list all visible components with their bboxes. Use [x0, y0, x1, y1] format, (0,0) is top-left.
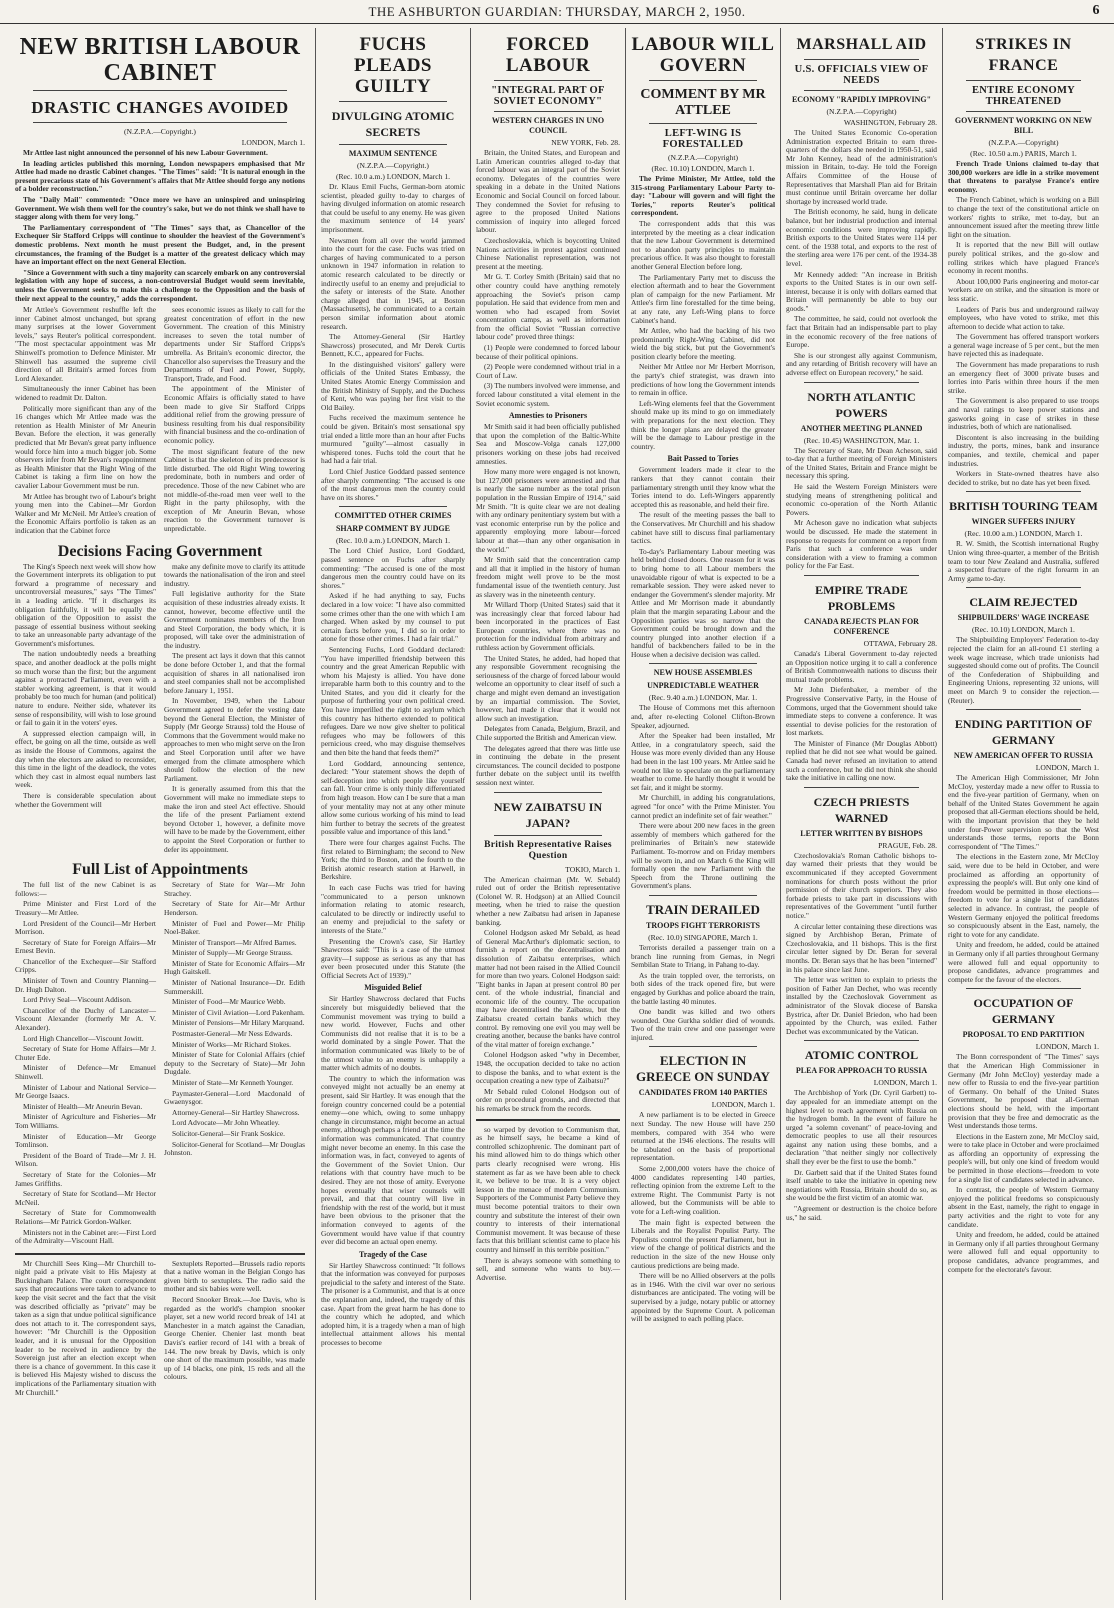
paragraph: Minister of Labour and National Service—Mr George Isaacs. [15, 1082, 156, 1101]
headline-new-house: NEW HOUSE ASSEMBLES [653, 668, 753, 678]
paragraph: The "Daily Mail" commented: "Once more we have an uninspired and uninspiring Government. We wish them well for the country's sake, but we do not think we shall have to stagger along with them for very long." [15, 194, 305, 222]
czech-body [786, 852, 937, 1036]
paragraph: To-day's Parliamentary Labour meeting was held behind closed doors. One reason for it was to bring home to all Labour members the unavoidable rigour of what is expected to be a remarkable session. They were asked never to endanger the Government's slender majority. Mr Attlee and Mr Morrison made it abundantly plain that the margin separating Labour and the Opposition parties was so narrow that the Government could be brought down and the country plunged into another election if a handful of backbenchers failed to be in the House when a decisive decision was called. [631, 546, 775, 659]
column-marshall-aid [780, 28, 942, 1600]
paragraph: Minister of Transport—Mr Alfred Barnes. [172, 937, 297, 947]
paragraph: Sextuplets Reported—Brussels radio reports that a native woman in the Belgian Congo has given birth to sextuplets. The radio said the mother and six babies were well. [164, 1258, 305, 1294]
paragraph: The present act lays it down that this cannot be done before October 1, and that the formal acquisition of shares in all nationalised iron and steel companies shall not be accomplished before January 1, 1951. [164, 651, 305, 695]
column-fuchs [315, 28, 470, 1600]
credit: (N.Z.P.A.—Copyright) [988, 138, 1059, 147]
dateline: (Rec. 10.10) LONDON, March 1. [972, 625, 1075, 635]
paragraph: The Shipbuilding Employers' Federation to-day rejected the claim for an all-round £1 sterling a week wage increase, which trade unionists had suggested should come out of profits. The Council of the Confederation of Shipbuilding and Engineering Unions, representing 32 unions, will meet on March 9 to consider the rejection.—(Reuter). [948, 635, 1099, 705]
headline-zaibatsu: NEW ZAIBATSU IN JAPAN? [493, 799, 603, 830]
paragraph: Sir Hartley Shawcross declared that Fuchs sincerely but misguidedly believed that the Communist movement was trying to build a new world. However, Fuchs and other Communists did not realise that it is to be a world dominated by a single Power. That the information communicated was likely to be of the utmost value to an enemy is unhappily a matter which admits of no doubts. [321, 994, 465, 1073]
paragraph: The House of Commons met this afternoon and, after re-electing Colonel Clifton-Brown Speaker, adjourned. [631, 703, 775, 730]
paragraph: Minister of Food—Mr Maurice Webb. [172, 997, 286, 1007]
page-number: 6 [1092, 3, 1100, 18]
paragraph: Minister of Defence—Mr Emanuel Shinwell. [15, 1063, 156, 1081]
paragraph: The elections in the Eastern zone, Mr McCloy said, were due to be held in October, and were proclaimed as affording an opportunity of expressing the people's will. But only one kind of freedom would be permitted in those elections—freedom to vote for a single list of candidates selected in advance. In contrast, the people of Western Germany enjoyed the political freedoms so conspicuously absent in the East, namely, the right to vote for any candidate. [948, 852, 1099, 939]
paragraph: Mr Attlee, who had the backing of his two predominantly Right-Wing Cabinet, did not wield the big stick, but put the Government's position clearly before the meeting. [631, 326, 775, 361]
subhead-uno-council: WESTERN CHARGES IN UNO COUNCIL [491, 116, 605, 135]
paragraph: Mr Smith said that the concentration camp and all that it implied in the history of human freedom might well prove to be the most fundamental issue of the twentieth century. Just as slavery was in the nineteenth century. [476, 555, 620, 599]
column-labour-cabinet [10, 28, 310, 1600]
dateline: (Rec. 10.10) LONDON, March 1. [651, 164, 755, 173]
paragraph: Minister of Education—Mr George Tomlinson. [15, 1131, 156, 1150]
headline-amnesties: Amnesties to Prisoners [508, 411, 588, 421]
headline-atomic-control: ATOMIC CONTROL [804, 1048, 919, 1063]
paragraph: The Archbishop of York (Dr. Cyril Garbett) to-day appealed for an immediate attempt on the highest level to reach agreement with Russia on the hydrogen bomb. In the event of failure he urged "a solemn covenant" of peace-loving and democratic peoples to use all their resources against any nation using these bombs, and a declaration "that neither singly nor collectively shall they ever be the first to use the bomb." [786, 1088, 937, 1167]
headline-train-derailed: TRAIN DERAILED [646, 901, 760, 917]
masthead-text: THE ASHBURTON GUARDIAN: THURSDAY, MARCH 2, 1950. [368, 3, 746, 19]
labour-lead [631, 175, 775, 218]
subhead-canada-rejects: CANADA REJECTS PLAN FOR CONFERENCE [804, 616, 919, 636]
paragraph: The Bonn correspondent of "The Times" says that the American High Commissioner in Germany (Mr John McCloy) yesterday made a new offer to Russia to end the five-year partition of Germany. On behalf of the United States Government, he proposed that all-German elections should be held, with the important provision that they be free and democratic as the West understands those terms. [948, 1052, 1099, 1131]
paragraph: In leading articles published this morning, London newspapers emphasised that Mr Attlee had made no drastic Cabinet changes. "The Times" said: "It is natural enough in the present precarious state of his Government's affairs that Mr Attlee should forgo any notions of a bolder reconstruction." [15, 158, 305, 194]
paragraph: There will be no Allied observers at the polls as in 1946. With the civil war over no serious disturbances are anticipated. The voting will be supervised by a judge, notary public or attorney appointed by the Supreme Court. A policeman will be assigned to each polling place. [631, 1271, 775, 1324]
paragraph: The Parliamentary Party met to discuss the election aftermath and to hear the Government plan of campaign for the new Parliament. Mr Attlee's firm line forestalled for the time being, at any rate, any Left-Wing plans to force Cabinet's hand. [631, 272, 775, 325]
misguided-belief-body [321, 995, 465, 1246]
paragraph: How many more were engaged is not known, but 127,000 prisoners were amnestied and that is nearly the same number as the total prison population in the Russian Empire of 1914," said Mr Smith. "It is quite clear we are not dealing with any ordinary penitentiary system but with a vast economic enterprise run by the police and apparently employing more labour—forced labour at that—than any other organisation in the world." [476, 467, 620, 554]
credit: (N.Z.P.A.—Copyright.) [124, 127, 196, 136]
article-intro [15, 149, 305, 303]
headline-ending-partition: ENDING PARTITION OF GERMANY [954, 717, 1093, 748]
subhead-max-sentence: MAXIMUM SENTENCE [348, 149, 438, 158]
paragraph: Ministers not in the Cabinet are:—First Lord of the Admiralty—Viscount Hall. [15, 1227, 156, 1246]
paragraph: The result of the meeting passes the ball to the Conservatives. Mr Churchill and his shadow cabinet have still to discuss final parliamentary tactics. [631, 510, 775, 546]
claim-body [948, 636, 1099, 705]
headline-strikes-france: STRIKES IN FRANCE [975, 36, 1072, 74]
paragraph: Secretary of State for War—Mr John Strachey. [164, 880, 305, 898]
paragraph: Minister of Town and Country Planning—Dr. Hugh Dalton. [15, 976, 156, 994]
paragraph: The King's Speech next week will show how the Government interprets its obligation to put forward a programme of necessary and uncontroversial measures," says "The Times" in a leading article. "If it discharges its obligation faithfully, it will be equally the obligation of the Opposition to assist the passage of essential business without seeking to take an unreasonable party advantage of the Government's misfortunes. [15, 561, 156, 648]
dateline: (Rec. 9.40 a.m.) LONDON, Mar. 1. [648, 693, 758, 703]
paragraph: Lord Chief Justice Goddard passed sentence after sharply commenting: "The accused is one of the most dangerous men the country could have on its shores." [321, 467, 465, 502]
paragraph: Presenting the Crown's case, Sir Hartley Shawcross said: "This is a case of the utmost gravity—I suppose as serious as any that has ever been prosecuted under this Statute (the Official Secrets Act of 1939)." [321, 936, 465, 980]
paragraph: The committee, he said, could not overlook the fact that Britain had an indispensable part to play in the economic recovery of the free nations of Europe. [786, 314, 937, 350]
fuchs-continued [476, 1126, 620, 1283]
paragraph: The Government has made preparations to rush an emergency fleet of 3000 private buses and lorries into Paris within three hours if the men strike. [948, 360, 1099, 395]
paragraph: Minister of Pensions—Mr Hilary Marquand. [172, 1018, 305, 1028]
dateline: WASHINGTON, February 28. [843, 118, 937, 127]
paragraph: Full legislative authority for the State acquisition of these industries already exists. It cannot, however, become effective until the Government nominates members of the Iron and Steel Corporation, the body which, it is proposed, will take over the administration of the industry. [164, 589, 305, 650]
paragraph: Sentencing Fuchs, Lord Goddard declared: "You have imperilled friendship between this country and the great American Republic with whom his Majesty is allied. You have done irreparable harm both to this country and to the United States, and you did it clearly for the purpose of furthering your own political creed. You have imperilled the right to asylum which this country has hitherto extended to political refugees. Dare we now give shelter to political refugees who may be followers of this pernicious creed, who may disguise themselves and then bite the hand that feeds them?" [321, 644, 465, 758]
paragraph: Mr Kennedy added: "An increase in British exports to the United States is in our own self-interest, because it is only with dollars earned that Britain will permanently be able to buy our goods." [786, 269, 937, 313]
decisions-body-left [15, 563, 156, 857]
paragraph: Politically more significant than any of the 16 changes which Mr Attlee made was the retention as Health Minister of Mr Aneurin Bevan. Before the election, it was generally predicted that Mr Bevan's great party influence would force him into a much bigger job. Some observers infer from Mr Bevan's reappointment as Health Minister that the Right Wing of the Cabinet is taking a firm line on how the cavalier Labour Government must be run. [15, 403, 156, 490]
paragraph: Unity and freedom, he added, could be attained in Germany only if all parties throughout Germany were allowed full and equal opportunity to propose candidates, advance programmes and compete for the favour of the electors. [948, 940, 1099, 984]
paragraph: Mr Attlee has brought two of Labour's bright young men into the Cabinet—Mr Gordon Walker and Mr McNeil. Mr Attlee's creation of the Economic Affairs portfolio is taken as an indication that the Cabinet force [15, 491, 156, 535]
paragraph: Delegates from Canada, Belgium, Brazil, and Chile supported the British and American view. [476, 724, 620, 742]
paragraph: The Attorney-General (Sir Hartley Shawcross) prosecuted, and Mr Derek Curtis Bennett, K.C., appeared for Fuchs. [321, 332, 465, 359]
column-forced-labour [470, 28, 625, 1600]
paragraph: The appointment of the Minister of Economic Affairs is officially stated to have been made to give Sir Stafford Cripps additional relief from the growing pressure of business resulting from his dual responsibility with financial business and the co-ordination of economic policy. [164, 384, 305, 445]
dateline: (Rec. 10.0 a.m.) LONDON, March 1. [335, 172, 451, 181]
paragraph: After the Speaker had been installed, Mr Attlee, in a congratulatory speech, said the House was more evenly divided than any House had been in the last 100 years. Mr Attlee said he would not like to speculate on the parliamentary weather to come. He hardly thought it would be set fair, and it might be stormy. [631, 731, 775, 792]
subhead-comment-attlee: COMMENT BY MR ATTLEE [640, 87, 766, 118]
article-body-right [164, 306, 305, 537]
paragraph: Minister of National Insurance—Dr. Edith Summerskill. [164, 978, 305, 996]
headline-forced-labour: FORCED LABOUR [505, 34, 591, 76]
paragraph: The British economy, he said, hung in delicate balance, but her industrial production and internal economic conditions were improving rapidly. British exports to the United States were 114 per cent. of the 1938 total, and exports to the rest of the sterling area were 176 per cent. of the 1934-38 level. [786, 207, 937, 268]
column-strikes-france [942, 28, 1104, 1600]
paragraph: He said the Western Foreign Ministers were studying means of strengthening political and economic co-operation of the North Atlantic Powers. [786, 482, 937, 517]
paragraph: Unity and freedom, he added, could be attained in Germany only if all parties throughout Germany were allowed full and equal opportunity to propose candidates, advance programmes, and compete for the electorate's favour. [948, 1230, 1099, 1274]
paragraph: Postmaster-General—Mr Ness Edwards. [172, 1029, 293, 1039]
paragraph: In contrast, the people of Western Germany enjoyed the political freedoms so conspicuously absent in the East, namely, the right to engage in party activities and the right to vote for any candidate. [948, 1185, 1099, 1229]
headline-touring-team: BRITISH TOURING TEAM [949, 499, 1098, 514]
strikes-body [948, 196, 1099, 487]
paragraph: Lord Privy Seal—Viscount Addison. [23, 995, 132, 1005]
headline-tragedy: Tragedy of the Case [358, 1249, 428, 1259]
atomic-body [786, 1089, 937, 1222]
paragraph: Mr Acheson gave no indication what subjects would be discussed. He made the statement in response to requests for comment on a report from Paris that such a conference was under consideration with a view to framing a common policy for the Far East. [786, 518, 937, 571]
paragraph: The United States Economic Co-operation Administration expected Britain to earn three-quarters of the dollars she needed in 1950-51, said Mr John Kenney, head of the administration's mission in Britain, to-day. He told the Foreign Affairs Committee of the House of Representatives that Marshall Plan aid for Britain must continue until Britain overcame her dollar shortage by increased world trade. [786, 128, 937, 206]
paragraph: The main fight is expected between the Liberals and the Royalist Populist Party. The Populists control the present Parliament, but in view of the change of political districts and the reduction in the size of the new House only cautious predictions are being made. [631, 1217, 775, 1270]
paragraph: Minister of Agriculture and Fisheries—Mr Tom Williams. [15, 1112, 156, 1130]
touring-body [948, 540, 1099, 583]
other-crimes-body [321, 547, 465, 980]
paragraph: Colonel Hodgson asked "why in December, 1948, the occupation decided to take no action to dispose the banks, and to what extent is the occupation creating a new type of Zaibatsu?" [476, 1050, 620, 1086]
subhead-left-wing: LEFT-WING IS FORESTALLED [662, 128, 744, 150]
paragraph: The Lord Chief Justice, Lord Goddard, passed sentence on Fuchs after sharply commenting: "The accused is one of the most dangerous men the country could have on its shores." [321, 546, 465, 590]
paragraph: A new parliament is to be elected in Greece next Sunday. The new House will have 250 members, compared with 354 who were returned at the 1946 elections. The results will be tabulated on the basis of proportional representation. [631, 1110, 775, 1163]
occupation-body [948, 1053, 1099, 1274]
headline-bait-passed: Bait Passed to Tories [667, 454, 739, 464]
paragraph: In November, 1949, when the Labour Government agreed to defer the vesting date beyond the General Election, the Minister of Supply (Mr George Strauss) told the House of Commons that the Government would make no approaches to men who might serve on the Iron and Steel Corporation until after we have emerged from the climate atmosphere which should follow the election of the new Parliament. [164, 696, 305, 783]
paragraph: Czechoslovakia, which is boycotting United Nations activities in protest against continued Chinese Nationalist representation, was not present at the meeting. [476, 235, 620, 271]
subhead-atomic-secrets: DIVULGING ATOMIC SECRETS [331, 109, 455, 139]
paragraph: Dr. Garbett said that if the United States found itself unable to take the initiative in opening new negotiations with Russia, Britain should do so, as she would be the first victim of an atomic war. [786, 1167, 937, 1203]
paragraph: There were about 200 new faces in the green assembly of members which gathered for the preliminaries of Britain's new statewide Parliament. To-morrow and on Friday members will be sworn in, and on March 6 the King will formally open the new Parliament with the Speech from the Throne outlining the Government's plans. [631, 821, 775, 891]
headline-appointments: Full List of Appointments [72, 861, 248, 879]
paragraph: Secretary of State for Scotland—Mr Hector McNeil. [15, 1189, 156, 1207]
paragraph: She is our strongest ally against Communism, and any retarding of British recovery will have an adverse effect on European recovery," he said. [786, 350, 937, 378]
paragraph: The nation undoubtedly needs a breathing space, and another deadlock at the polls might so much worse than the first; but the argument against a protracted Parliament, even with a stabler working agreement, is that it would probably be too much for human (and political) nature to endure. Neither side, whatever its sense of responsibility, will wish to lose ground or fail to gain it in the voters' eyes. [15, 649, 156, 728]
headline-other-crimes: COMMITTED OTHER CRIMES [334, 511, 452, 521]
paragraph: Lord President of the Council—Mr Herbert Morrison. [15, 918, 156, 937]
fuchs-body [321, 183, 465, 502]
train-body [631, 944, 775, 1043]
headline-czech-priests: CZECH PRIESTS WARNED [813, 794, 910, 825]
dateline: OTTAWA, February 28. [863, 638, 937, 648]
paragraph: Minister of Health—Mr Aneurin Bevan. [23, 1101, 143, 1111]
strikes-lead [948, 160, 1099, 194]
subhead-winger-injury: WINGER SUFFERS INJURY [971, 517, 1076, 527]
paragraph: Simultaneously the inner Cabinet has been widened to readmit Dr. Dalton. [15, 384, 156, 403]
subhead-us-officials: U.S. OFFICIALS VIEW OF NEEDS [794, 64, 929, 86]
paragraph: A suppressed election campaign will, in effect, be going on all the time, outside as well as inside the House of Commons, against the day when the electors are asked to reconsider, this time in the light of the deadlock, the votes which they cast in almost equal numbers last week. [15, 728, 156, 790]
paragraph: Minister of Works—Mr Richard Stokes. [172, 1039, 291, 1049]
paragraph: One bandit was killed and two others wounded. One Gurkha soldier died of wounds. Two of the train crew and one passenger were injured. [631, 1007, 775, 1042]
paragraph: About 100,000 Paris engineering and motor-car workers are on strike, and the situation is more or less static. [948, 276, 1099, 303]
subhead-shipbuilders: SHIPBUILDERS' WAGE INCREASE [957, 613, 1090, 623]
paragraph: The French Cabinet, which is working on a Bill to change the text of the constitutional article on workers' rights to strike, met to-day, but an announcement issued after the meeting threw little light on the situation. [948, 195, 1099, 239]
paragraph: The country to which the information was conveyed might not actually be an enemy at present, said Sir Hartley. It was enough that the foreign country concerned could be a potential enemy—one which, owing to some unhappy change in circumstance, might become an actual enemy, although perhaps a friend at the time the information was communicated. That country might never become an enemy. In this case the information was, in fact, conveyed to agents of the Government of the Soviet Union. Our relations with that country have much to be desired. They are not those of amity. Everyone hopes eventually that wiser counsels will prevail, and that that country will live in friendship with the rest of the world, but it must have been obvious to the prisoner that the information conveyed to agents of the Government would have value if that country ever did become an actual open enemy. [321, 1073, 465, 1247]
subhead-british-rep: British Representative Raises Question [484, 839, 612, 861]
paragraph: There is always someone with something to sell, and someone who wants to buy.—Advertise. [476, 1255, 620, 1282]
paragraph: so warped by devotion to Communism that, as he himself says, he became a kind of controlled schizophrenic. The dominant part of his mind allowed him to do things which other parts clearly recognised were wrong. His statement as far as we have been able to check it, we believe to be true. It is a very object lesson in the menace of modern Communism. Supporters of the Communist Party believe they must become potential traitors to their own country and substitute the interest of their own country to interests of their international Communist movement. It was because of these facts that this brilliant scientist came to place his country and himself in this terrible position." [476, 1124, 620, 1254]
dateline: (Rec. 10.0 a.m.) LONDON, March 1. [335, 536, 451, 546]
paragraph: The American High Commissioner, Mr John McCloy, yesterday made a new offer to Russia to end the five-year partition of Germany, when on behalf of the United States Government he again proposed that all-German elections should be held, with the important provision that they be held under four-Power supervision so that the West understands those terms, reports the Bonn correspondent of "The Times." [948, 773, 1099, 851]
paragraph: (1) People were condemned to forced labour because of their political opinions. [476, 343, 620, 361]
dateline: (Rec. 10.50 a.m.) PARIS, March 1. [970, 149, 1077, 158]
credit: (N.Z.P.A.—Copyright.) [357, 161, 429, 170]
subhead-economy-threatened: ENTIRE ECONOMY THREATENED [971, 85, 1076, 107]
subhead-new-bill: GOVERNMENT WORKING ON NEW BILL [954, 116, 1093, 135]
paragraph: "Since a Government with such a tiny majority can scarcely embark on any controversial legislation with any hope of success, a non-controversial Budget would seem inevitable, unless the Government seeks to make this a challenge to the Opposition and the basis of their next appeal to the country," adds the correspondent. [15, 267, 305, 303]
paragraph: There is considerable speculation about whether the Government will [15, 790, 156, 809]
headline-labour-will-govern: LABOUR WILL GOVERN [631, 34, 775, 76]
paragraph: Minister of Supply—Mr George Strauss. [172, 948, 293, 958]
subhead-soviet-economy: "INTEGRAL PART OF SOVIET ECONOMY" [491, 85, 605, 107]
subhead-terrorists: TROOPS FIGHT TERRORISTS [646, 920, 760, 930]
column-labour-will-govern [625, 28, 780, 1600]
north-atlantic-body [786, 447, 937, 571]
greece-body [631, 1111, 775, 1323]
paragraph: Britain, the United States, and European and Latin American countries alleged to-day that forced labour was an integral part of the Soviet economy. Delegates of the countries were speaking in a debate in the United Nations Economic and Social Council on forced labour. They condemned the Soviet for refusing to agree to the proposed United Nations commission of inquiry into alleged forced labour. [476, 148, 620, 235]
paragraph: French Trade Unions claimed to-day that 300,000 workers are idle in a strike movement that threatens to paralyse France's entire economy. [948, 159, 1099, 194]
dateline: LONDON, March 1. [1035, 1042, 1099, 1052]
headline-misguided-belief: Misguided Belief [364, 983, 422, 993]
paragraph: Government leaders made it clear to the rankers that they cannot contain their parliamentary strength until they know what the Tories intend to do. Left-Wingers apparently accepted this as reasonable, and held their fire. [631, 465, 775, 509]
dateline: TOKIO, March 1. [565, 864, 620, 874]
headline-labour-cabinet: NEW BRITISH LABOUR CABINET [19, 34, 301, 86]
paragraph: Discontent is also increasing in the building industry, the ports, mines, bank and insurance companies, and textile, chemical and paper industries. [948, 432, 1099, 468]
paragraph: Newsmen from all over the world jammed into the court for the case. Fuchs was tried on charges of having communicated to a person unknown in 1947 information in relation to atomic research calculated to be directly or indirectly useful to an enemy and prejudicial to the safety or interests of the State. Another charge alleged that in 1945, at Boston (Massachusetts), he communicated to a certain person similar information about atomic research. [321, 235, 465, 331]
paragraph: Minister of State for Economic Affairs—Mr Hugh Gaitskell. [164, 958, 305, 977]
dateline: NEW YORK, Feb. 28. [551, 138, 620, 147]
labour-body [631, 220, 775, 451]
churchill-sees-king [15, 1260, 156, 1400]
paragraph: Mr Sebald ruled Colonel Hodgson out of order on procedural grounds, and directed that his remarks be struck from the records. [476, 1086, 620, 1113]
empire-trade-body [786, 650, 937, 783]
subhead-letter-bishops: LETTER WRITTEN BY BISHOPS [800, 828, 923, 838]
paragraph: Canada's Liberal Government to-day rejected an Opposition notice urging it to call a conference of British Commonwealth nations to discuss their mutual trade problems. [786, 648, 937, 684]
paragraph: Prime Minister and First Lord of the Treasury—Mr Attlee. [15, 899, 156, 917]
paragraph: Lord Goddard, announcing sentence, declared: "Your statement shows the depth of self-deception into which people like yourself can fall. Your crime is only thinly differentiated from high treason. How can I be sure that a man of your mentality may not at any other minute allow some curious working of his mind to lead him further to betray the secrets of the greatest possible value and importance of this land." [321, 758, 465, 837]
newspaper-page [10, 28, 1104, 1600]
paragraph: The Government is also prepared to use troops and naval ratings to keep power stations and gasworks going in case of strikes in these industries, both of which are nationalised. [948, 396, 1099, 432]
paragraph: The Parliamentary correspondent of "The Times" says that, as Chancellor of the Exchequer Sir Stafford Cripps will continue to shoulder the heaviest of the Government's domestic problems. Next month he must present the Budget, and, in the present circumstances, the framing of the Budget is a matter of the greatest delicacy which may have an important effect on the next General Election. [15, 222, 305, 267]
appointments-left [15, 881, 156, 1248]
paragraph: Solicitor-General—Sir Frank Soskice. [172, 1128, 285, 1138]
paragraph: make any definite move to clarify its attitude towards the nationalisation of the iron and steel industry. [164, 561, 305, 588]
paragraph: The delegates agreed that there was little use in continuing the debate in the present circumstances. The council decided to postpone further debate on the subject until its twelfth session next winter. [476, 743, 620, 787]
paragraph: Terrorists derailed a passenger train on a branch line running from Gemas, in Negri Sembilan State to Triang, in Pahang to-day. [631, 942, 775, 970]
headline-greece-election: ELECTION IN GREECE ON SUNDAY [636, 1053, 770, 1085]
paragraph: Attorney-General—Sir Hartley Shawcross. [172, 1107, 300, 1117]
paragraph: Minister of State for Colonial Affairs (chief deputy to the Secretary of State)—Mr John Dugdale. [164, 1050, 305, 1077]
subhead-weather: UNPREDICTABLE WEATHER [647, 681, 759, 691]
dateline: (Rec. 10.45) WASHINGTON, Mar. 1. [803, 435, 920, 445]
decisions-body-right [164, 563, 305, 857]
paragraph: The correspondent adds that this was interpreted by the meeting as a clear indication that the new Labour Government is determined not to abandon party principles to maintain precarious office. It was also thought to forestall another General Election before long. [631, 218, 775, 271]
subhead-judge-comment: SHARP COMMENT BY JUDGE [335, 524, 450, 534]
paragraph: As the train toppled over, the terrorists, on both sides of the track opened fire, but were engaged by Gurkhas and police aboard the train, the battle lasting 40 minutes. [631, 970, 775, 1006]
paragraph: Chancellor of the Exchequer—Sir Stafford Cripps. [15, 956, 156, 975]
paragraph: Mr Smith said it had been officially published that upon the completion of the Baltic-White Sea and Moscow-Volga canals 127,000 prisoners working on these jobs had received amnesties. [476, 422, 620, 466]
sextuplets-and-snooker [164, 1260, 305, 1400]
paragraph: There were four charges against Fuchs. The first related to Birmingham; the second to New York; the third to Boston, and the fourth to the British atomic research station at Harwell, in Berkshire. [321, 837, 465, 882]
paragraph: Mr Churchill, in adding his congratulations, agreed "for once" with the Prime Minister. You cannot predict an indefinite set of fair weather." [631, 793, 775, 820]
paragraph: The full list of the new Cabinet is as follows:— [15, 880, 156, 898]
subhead-proposal-partition: PROPOSAL TO END PARTITION [962, 1030, 1085, 1040]
dateline: LONDON, March 1. [873, 1078, 937, 1088]
paragraph: In the distinguished visitors' gallery were officials of the United States Embassy, the United States Atomic Energy Commission and the British Ministry of Supply, and the Duchess of Kent, who was paying her first visit to the Old Bailey. [321, 359, 465, 412]
paragraph: Fuchs received the maximum sentence he could be given. Britain's most sensational spy trial ended a little more than an hour after Fuchs murmured "guilty"—almost casually in whispered tones. Fuchs told the court that he had had a fair trial. [321, 413, 465, 466]
dateline: (Rec. 10.0) SINGAPORE, March 1. [648, 932, 758, 942]
credit: (N.Z.P.A.—Copyright) [667, 153, 739, 162]
subhead-another-meeting: ANOTHER MEETING PLANNED [800, 423, 923, 433]
dateline: LONDON, March 1. [1035, 763, 1099, 773]
paragraph: Secretary of State for Air—Mr Arthur Henderson. [164, 899, 305, 917]
headline-claim-rejected: CLAIM REJECTED [969, 595, 1078, 610]
paragraph: Leaders of Paris bus and underground railway employees, who have voted to strike, met this afternoon to decide what action to take. [948, 304, 1099, 331]
article-body-left [15, 306, 156, 537]
paragraph: "Agreement or destruction is the choice before us," he said. [786, 1204, 937, 1222]
paragraph: Neither Mr Attlee nor Mr Herbert Morrison, the party's chief strategist, was drawn into predictions of how long the Government intends to remain in office. [631, 362, 775, 398]
headline-north-atlantic: NORTH ATLANTIC POWERS [807, 389, 916, 420]
paragraph: Record Snooker Break.—Joe Davis, who is regarded as the world's champion snooker player, set a new world record break of 141 at Manchester in a match against the Canadian, George Chenier. Chenier last month beat Davis's earlier record of 141 with a break of 144. The new break by Davis, which is only one short of the maximum possible, was made up of 14 blacks, one pink, 15 reds and all the colours. [164, 1295, 305, 1382]
paragraph: The United States, he added, had hoped that any responsible Government recognising the seriousness of the charge of forced labour would welcome an opportunity to clear itself of such a charge and might even demand an investigation by an impartial commission. The Soviet, however, had made it clear that it would not allow such an investigation. [476, 653, 620, 723]
paragraph: Workers in State-owned theatres have also decided to strike, but no date has yet been fixed. [948, 469, 1099, 487]
paragraph: Mr Attlee's Government reshuffle left the inner Cabinet almost unchanged, but sprang many surprises at the lower Government levels," says Reuter's political correspondent. "The most spectacular appointment was Mr Shinwell's promotion to Defence Minister. Mr Shinwell has assumed the supreme civil direction of all Britain's armed forces from Lord Alexander. [15, 305, 156, 383]
paragraph: The Minister of Finance (Mr Douglas Abbott) replied that he did not see what would be gained. Canada had never refused an invitation to attend such a conference, but he did not think she should take the initiative in calling one now. [786, 738, 937, 783]
paragraph: Minister of Fuel and Power—Mr Philip Noel-Baker. [164, 918, 305, 937]
paragraph: Mr John Diefenbaker, a member of the Progressive Conservative Party, in the House of Commons, urged that the Government should take immediate steps to convene a conference. It was essential to devise policies for the restoration of lost markets. [786, 685, 937, 738]
paragraph: Mr G. T. Corley Smith (Britain) said that no other country could have anything remotely approaching the Soviet's prison camp population. He said that evidence from men and women who had escaped from Soviet concentration camps, as well as information from the official Soviet "Russian corrective labour code" proved three things: [476, 272, 620, 342]
paragraph: Chancellor of the Duchy of Lancaster—Viscount Alexander (formerly Mr A. V. Alexander). [15, 1005, 156, 1033]
paragraph: (2) People were condemned without trial in a Court of Law. [476, 362, 620, 380]
paragraph: Secretary of State for Commonwealth Relations—Mr Patrick Gordon-Walker. [15, 1208, 156, 1226]
headline-marshall-aid: MARSHALL AID [796, 36, 927, 53]
subhead-american-offer: NEW AMERICAN OFFER TO RUSSIA [953, 751, 1094, 761]
headline-empire-trade: EMPIRE TRADE PROBLEMS [815, 582, 908, 613]
paragraph: Elections in the Eastern zone, Mr McCloy said, were to take place in October and were proclaimed as affording an opportunity of expressing the people's will, but only one kind of freedom would be permitted in those elections—freedom to vote for a single list of candidates selected in advance. [948, 1131, 1099, 1184]
partition-body [948, 774, 1099, 984]
paragraph: Solicitor-General for Scotland—Mr Douglas Johnston. [164, 1139, 305, 1158]
dateline: LONDON, March 1. [241, 138, 305, 147]
paragraph: Colonel Hodgson asked Mr Sebald, as head of General MacArthur's diplomatic section, to furnish a report on the decentralisation and dissolution of Zaibatsu enterprises, which matter had not been raised in the Allied Council for more than two years. Colonel Hodgson said: "Eight banks in Japan at present control 80 per cent. of the whole industrial, financial and economic life of the country. The occupation may have decentralised the Zaibatsu, but the Zaibatsu created certain banks which they control. By removing one evil you may well be creating another, because the banks have control of the vital matter of foreign exchange." [476, 928, 620, 1049]
paragraph: The most significant feature of the new Cabinet is that the skeleton of its predecessor is little disturbed. The old Right Wing towering predominate, both in numbers and order of precedence. Those of the new Cabinet who are not middle-of-the-road men veer well to the Right in the party philosophy, with the exception of Mr Aneurin Bevan, whose reaction to the Government turnover is unpredictable. [164, 446, 305, 533]
paragraph: (3) The numbers involved were immense, and forced labour constituted a vital element in the Soviet economic system. [476, 381, 620, 408]
paragraph: Left-Wing elements feel that the Government should make up its mind to go on immediately with preparations for the next election. They think the longer plans are delayed the greater will be the damage to Labour prestige in the country. [631, 398, 775, 451]
appointments-right [164, 881, 305, 1248]
paragraph: Secretary of State for the Colonies—Mr James Griffiths. [15, 1169, 156, 1188]
paragraph: In each case Fuchs was tried for having "communicated to a person unknown information relating to atomic research, calculated to be directly or indirectly useful to an enemy and prejudicial to the safety or interests of the State." [321, 882, 465, 935]
bait-passed-body [631, 466, 775, 659]
paragraph: R. W. Smith, the Scottish international Rugby Union wing three-quarter, a member of the British team to tour New Zealand and Australia, suffered a suspected fracture of the right forearm in an Army game to-day. [948, 539, 1099, 583]
paragraph: sees economic issues as likely to call for the greatest concentration of effort in the new Government. The creation of this Ministry increases to seven the total number of departments under Sir Stafford Cripps's umbrella. As Britain's economic director, the Chancellor also supervises the Treasury and the Departments of Fuel and Power, Supply, Transport, Trade, and Food. [164, 305, 305, 383]
headline-fuchs: FUCHS PLEADS GUILTY [354, 34, 432, 97]
paragraph: President of the Board of Trade—Mr J. H. Wilson. [15, 1150, 156, 1169]
paragraph: Minister of State—Mr Kenneth Younger. [172, 1078, 294, 1087]
paragraph: Paymaster-General—Lord Macdonald of Gwaenysgor. [164, 1088, 305, 1107]
paragraph: Minister of Civil Aviation—Lord Pakenham. [172, 1007, 305, 1017]
paragraph: The Government has offered transport workers a general wage increase of 5 per cent., but the men have rejected this as inadequate. [948, 332, 1099, 359]
dateline: LONDON, March 1. [711, 1100, 775, 1110]
paragraph: Mr Willard Thorp (United States) said that it was increasingly clear that forced labour had been incorporated in the practices of East European countries, where there was no protection for the individual from arbitrary and ruthless action by Government officials. [476, 600, 620, 653]
new-house-body [631, 704, 775, 890]
zaibatsu-body [476, 876, 620, 1114]
paragraph: The American chairman (Mr. W. Sebald) ruled out of order the British representative (Colonel W. R. Hodgson) at an Allied Council meeting, when he tried to raise the question whether a new Zaibatsu had arisen in Japanese banking. [476, 874, 620, 927]
marshall-body [786, 129, 937, 378]
dateline: (Rec. 10.00 a.m.) LONDON, March 1. [964, 529, 1083, 539]
headline-occupation-germany: OCCUPATION OF GERMANY [973, 996, 1074, 1027]
dateline: PRAGUE, Feb. 28. [878, 840, 937, 850]
paragraph: Secretary of State for Foreign Affairs—Mr Ernest Bevin. [15, 937, 156, 956]
paragraph: The letter was written to explain to priests the position of Father Jan Dechet, who was recently installed by the Czechoslovak Government as administrator of the Slovak diocese of Banska Bystrica, after Dr. Daniel Briedon, who had been appointed by the Church, was exiled. Father Dechet was excommunicated by the Vatican. [786, 975, 937, 1036]
paragraph: Lord High Chancellor—Viscount Jowitt. [23, 1033, 144, 1043]
paragraph: It is generally assumed from this that the Government will make no immediate steps to make the iron and steel Act effective. Should the life of the present Parliament extend beyond October 1, however, a definite move will have to be made by the Government, either to appoint the Steel Corporation or further to defer its appointment. [164, 784, 305, 854]
tragedy-body [321, 1262, 465, 1348]
paragraph: Czechoslovakia's Roman Catholic bishops to-day warned their priests that they would be excommunicated if they accepted Government nominations for church posts without the prior permission of their church superiors. They also forbade priests to take part in discussions with representatives of the Government "until further notice." [786, 850, 937, 920]
paragraph: Asked if he had anything to say, Fuchs declared in a low voice: "I have also committed some crimes other than the one with which I am charged. When asked by my counsel to put certain facts before you, I did so in order to atone for those other crimes. I had a fair trial." [321, 591, 465, 644]
subhead-plea-russia: PLEA FOR APPROACH TO RUSSIA [795, 1066, 928, 1076]
paragraph: Secretary of State for Home Affairs—Mr J. Chuter Ede. [15, 1044, 156, 1062]
masthead [0, 0, 1114, 24]
paragraph: The Secretary of State, Mr Dean Acheson, said to-day that a further meeting of Foreign Ministers of the United States, Britain and France might be necessary this spring. [786, 445, 937, 481]
amnesties-body [476, 423, 620, 787]
paragraph: Some 2,000,000 voters have the choice of 4000 candidates representing 140 parties, reflecting opinion from the extreme Left to the extreme Right. The Communist Party is not allowed, but the Communists will be able to vote for a Left-wing coalition. [631, 1164, 775, 1216]
paragraph: Mr Churchill Sees King—Mr Churchill to-night paid a private visit to His Majesty at Buckingham Palace. The court correspondent says that precautions were taken to advance to keep the visit secret and the fact that the visit was described officially as "private" may be taken as a sign that undue political significance does not attach to it. The correspondent says, however: "Mr Churchill is the Opposition leader, and it is unusual for the Opposition leader to be received in audience by the Sovereign just after an election except when there is a chance of government. In this case it is believed His Majesty wished to discuss the implications of the Parliamentary situation with Mr Churchill." [15, 1258, 157, 1397]
subhead-140-parties: CANDIDATES FROM 140 PARTIES [638, 1088, 768, 1098]
headline-decisions: Decisions Facing Government [57, 542, 263, 560]
subhead-economy-improving: ECONOMY "RAPIDLY IMPROVING" [791, 95, 932, 104]
subhead-drastic-changes: DRASTIC CHANGES AVOIDED [31, 98, 289, 117]
paragraph: Sir Hartley Shawcross continued: "It follows that the information was conveyed for purposes prejudicial to the safety and interest of the State. The prisoner is a Communist, and that is at once the explanation and, indeed, the tragedy of this case. Apart from the great harm he has done to the country which he adopted, and which adopted him, it is a tragedy when a man of high intellectual attainment allows his mental processes to become [321, 1260, 465, 1348]
paragraph: It is reported that the new Bill will outlaw purely political strikes, and the go-slow and rolling strikes which have plagued France's economy in recent months. [948, 240, 1099, 276]
paragraph: The Prime Minister, Mr Attlee, told the 315-strong Parliamentary Labour Party to-day: "Labour will govern and will fight the Tories," reports Reuter's political correspondent. [631, 174, 775, 218]
paragraph: Mr Attlee last night announced the personnel of his new Labour Government. [23, 148, 268, 157]
paragraph: A circular letter containing these directions was signed by Archbishop Beran, Primate of Czechoslovakia, and 11 bishops. This is the first circular letter signed by Dr. Beran for several months. Dr. Beran says that he has been "interned" in his palace since last June. [786, 921, 937, 974]
paragraph: Dr. Klaus Emil Fuchs, German-born atomic scientist, pleaded guilty to-day to charges of having divulged information on atomic research that could be useful to any enemy. He was given the maximum sentence of 14 years' imprisonment. [321, 182, 465, 234]
forced-labour-body [476, 149, 620, 408]
credit: (N.Z.P.A.—Copyright) [826, 107, 897, 116]
paragraph: Lord Advocate—Mr John Wheatley. [172, 1118, 280, 1128]
